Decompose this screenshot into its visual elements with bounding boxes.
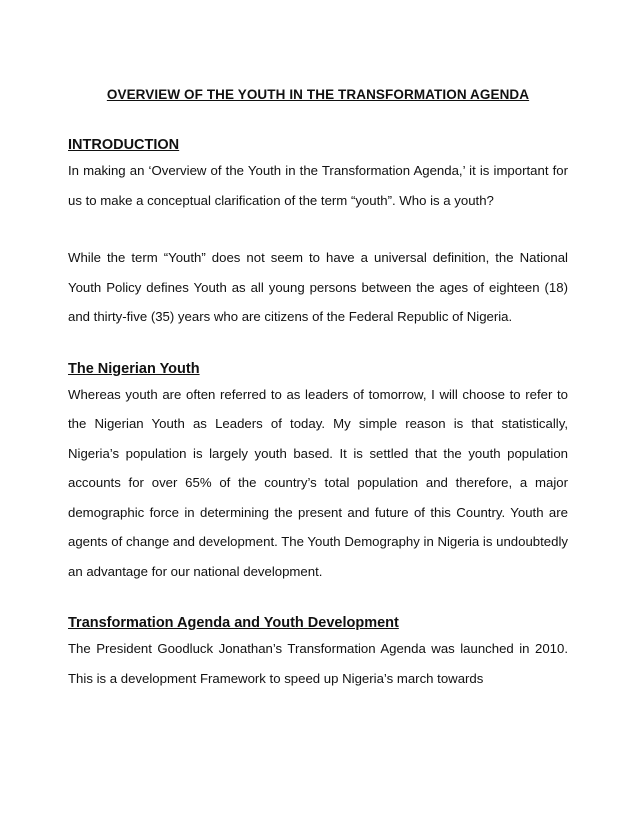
section-transformation-agenda xyxy=(68,612,568,693)
paragraph: In making an ‘Overview of the Youth in the Transformation Agenda,’ it is important for us to make a conceptual clarification of the term “youth”. Who is a youth? xyxy=(68,163,568,208)
section-heading: INTRODUCTION xyxy=(68,137,180,153)
paragraph: While the term “Youth” does not seem to have a universal definition, the National Youth Policy defines Youth as all young persons between the ages of eighteen (18) and thirty-five (35) years who are citizens of the Federal Republic of Nigeria. xyxy=(68,250,568,324)
paragraph: The President Goodluck Jonathan’s Transformation Agenda was launched in 2010. This is a development Framework to speed up Nigeria’s march towards xyxy=(68,641,568,686)
section-nigerian-youth xyxy=(68,358,568,587)
document-page xyxy=(68,86,568,719)
section-heading: The Nigerian Youth xyxy=(68,360,200,377)
document-title: OVERVIEW OF THE YOUTH IN THE TRANSFORMATION AGENDA xyxy=(106,87,530,102)
section-heading: Transformation Agenda and Youth Development xyxy=(68,615,399,631)
section-introduction xyxy=(68,134,568,332)
paragraph: Whereas youth are often referred to as leaders of tomorrow, I will choose to refer to the Nigerian Youth as Leaders of today. My simple reason is that statistically, Nigeria’s population is largely youth based. It is settled that the youth population accounts for over 65% of the country’s total population and therefore, a major demographic force in determining the present and future of this Country. Youth are agents of change and development. The Youth Demography in Nigeria is undoubtedly an advantage for our national development. xyxy=(68,386,568,579)
